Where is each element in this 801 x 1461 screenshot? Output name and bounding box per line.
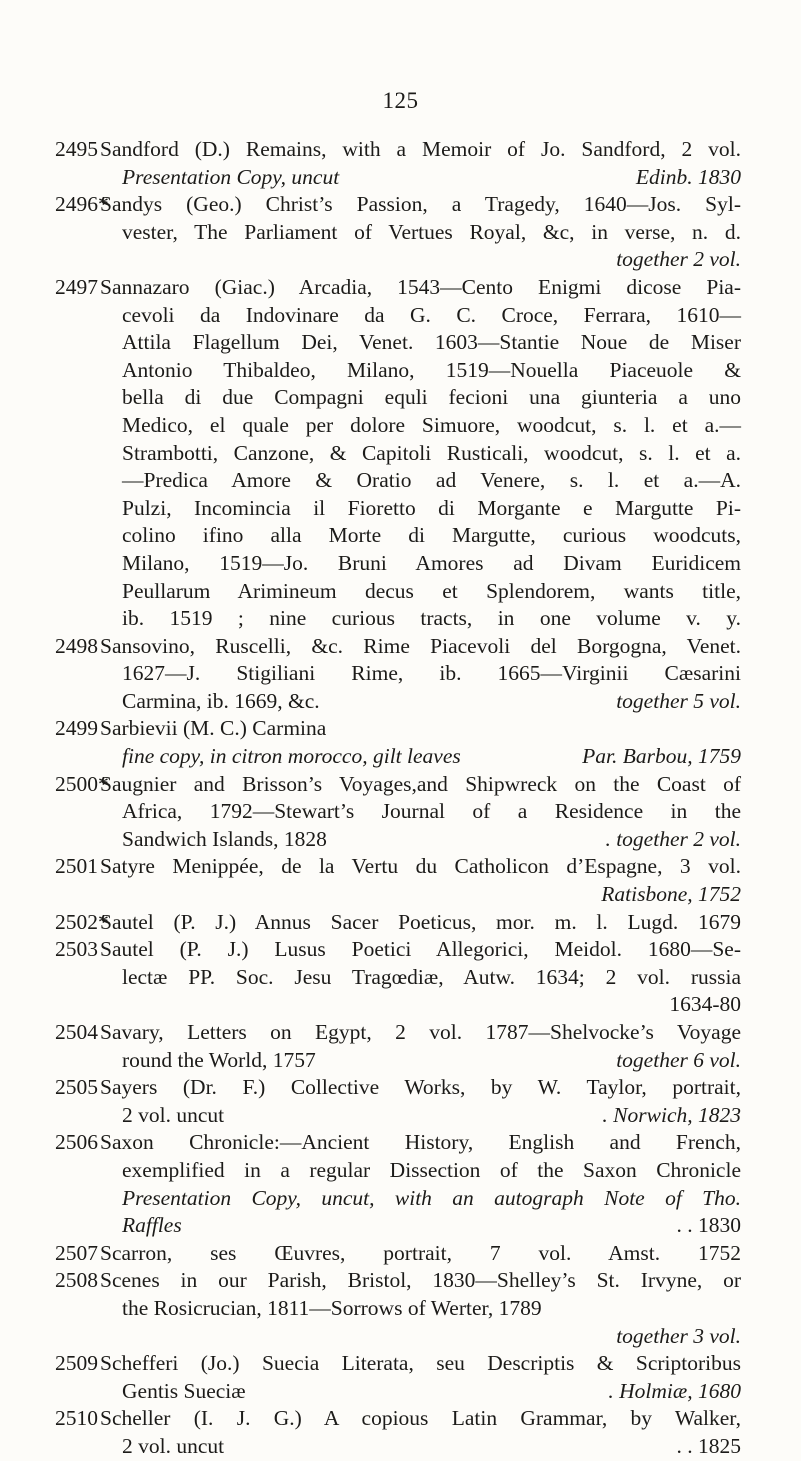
catalog-entry-2499 (0, 715, 801, 770)
entry-note: Presentation Copy, uncut, with an autograph Note of Tho. (122, 1185, 741, 1210)
entry-imprint: Ratisbone, 1752 (601, 882, 741, 907)
catalog-entry-2503 (0, 936, 801, 1019)
catalog-entry-2498 (0, 633, 801, 716)
entry-text: 2 vol. uncut (122, 1433, 225, 1458)
lot-number: 2503 (55, 937, 98, 962)
entry-text: Sandwich Islands, 1828 (122, 826, 327, 851)
entry-text: Antonio Thibaldeo, Milano, 1519—Nouella Piaceuole & (122, 357, 741, 382)
lot-number: 2498 (55, 633, 98, 658)
entry-note: Presentation Copy, uncut (122, 164, 340, 189)
lot-number: 2501 (55, 854, 98, 879)
entry-note: fine copy, in citron morocco, gilt leaves (122, 744, 461, 769)
entry-text: Saxon Chronicle:—Ancient History, English and French, (100, 1130, 741, 1155)
entry-text: Pulzi, Incomincia il Fioretto di Morgante e Margutte Pi- (122, 495, 741, 520)
entry-volumes: . together 2 vol. (605, 826, 741, 851)
entry-text: 2 vol. uncut (122, 1102, 225, 1127)
entry-text: Peullarum Arimineum decus et Splendorem, wants title, (122, 578, 741, 603)
entry-text: cevoli da Indovinare da G. C. Croce, Ferrara, 1610— (122, 302, 741, 327)
catalog-entry-2502 (0, 909, 801, 937)
entry-year: . . 1830 (676, 1213, 741, 1238)
entry-text: 1627—J. Stigiliani Rime, ib. 1665—Virginii Cæsarini (122, 661, 741, 686)
entry-text: Sayers (Dr. F.) Collective Works, by W. Taylor, portrait, (100, 1075, 741, 1100)
entry-imprint: . Norwich, 1823 (602, 1102, 741, 1127)
lot-number: 2508 (55, 1268, 98, 1293)
catalog-entry-2509 (0, 1350, 801, 1405)
entry-text: Sansovino, Ruscelli, &c. Rime Piacevoli del Borgogna, Venet. (100, 633, 741, 658)
entry-text: Sautel (P. J.) Lusus Poetici Allegorici, Meidol. 1680—Se- (100, 937, 741, 962)
entry-text: vester, The Parliament of Vertues Royal, &c, in verse, n. d. (122, 219, 741, 244)
lot-number: 2504 (55, 1020, 98, 1044)
catalog-entry-2495 (0, 136, 801, 191)
catalog-entry-2508 (0, 1267, 801, 1350)
lot-number: 2506 (55, 1130, 98, 1155)
entry-text: Milano, 1519—Jo. Bruni Amores ad Divam Euridicem (122, 550, 741, 575)
lot-number: 2495 (55, 137, 98, 161)
catalog-entry-2496 (0, 191, 801, 274)
entry-text: Carmina, ib. 1669, &c. (122, 688, 320, 713)
catalog-entry-2501 (0, 853, 801, 908)
catalog-entry-2500 (0, 771, 801, 854)
entry-text: Africa, 1792—Stewart’s Journal of a Residence in the (122, 799, 741, 824)
catalog-entry-2507 (0, 1240, 801, 1268)
entry-text: exemplified in a regular Dissection of the Saxon Chronicle (122, 1157, 741, 1182)
entry-text: colino ifino alla Morte di Margutte, curious woodcuts, (122, 523, 741, 548)
entry-year: . . 1825 (676, 1433, 741, 1458)
entry-text: bella di due Compagni equli fecioni una giunteria a uno (122, 385, 741, 410)
entry-text: Scenes in our Parish, Bristol, 1830—Shelley’s St. Irvyne, or (100, 1268, 741, 1293)
entry-text: Schefferi (Jo.) Suecia Literata, seu Descriptis & Scriptoribus (100, 1351, 741, 1376)
page-number: 125 (382, 88, 419, 113)
entry-volumes: together 5 vol. (616, 688, 741, 713)
entry-text: ib. 1519 ; nine curious tracts, in one volume v. y. (122, 606, 741, 631)
entry-text: the Rosicrucian, 1811—Sorrows of Werter, 1789 (122, 1295, 542, 1320)
lot-number: 2505 (55, 1075, 98, 1100)
catalog-entry-2504 (0, 1019, 801, 1074)
entry-volumes: together 2 vol. (616, 247, 741, 272)
entry-text: round the World, 1757 (122, 1047, 316, 1072)
lot-number: 2497 (55, 274, 98, 299)
lot-number: 2509 (55, 1351, 98, 1376)
entry-text: Scheller (I. J. G.) A copious Latin Grammar, by Walker, (100, 1406, 741, 1431)
entry-text: Satyre Menippée, de la Vertu du Catholicon d’Espagne, 3 vol. (100, 854, 741, 879)
entry-dates: 1634-80 (669, 992, 741, 1017)
entry-note: Raffles (122, 1213, 182, 1238)
entry-text: Sannazaro (Giac.) Arcadia, 1543—Cento Enigmi dicose Pia- (100, 274, 741, 299)
entry-text: Sandys (Geo.) Christ’s Passion, a Tragedy, 1640—Jos. Syl- (100, 192, 741, 217)
entry-imprint: Par. Barbou, 1759 (582, 744, 741, 769)
lot-number: 2499 (55, 716, 98, 741)
entry-text: Attila Flagellum Dei, Venet. 1603—Stantie Noue de Miser (122, 330, 741, 355)
lot-number: 2500* (55, 771, 109, 796)
entry-text: Sandford (D.) Remains, with a Memoir of Jo. Sandford, 2 vol. (100, 137, 741, 161)
catalog-entry-2505 (0, 1074, 801, 1129)
catalog-entry-2510 (0, 1405, 801, 1460)
lot-number: 2496* (55, 192, 109, 217)
catalog-entry-2506 (0, 1129, 801, 1239)
entry-text: Strambotti, Canzone, & Capitoli Rusticali, woodcut, s. l. et a. (122, 440, 741, 465)
entry-text: Saugnier and Brisson’s Voyages,and Shipwreck on the Coast of (100, 771, 741, 796)
entry-text: Sautel (P. J.) Annus Sacer Poeticus, mor. m. l. Lugd. 1679 (100, 909, 741, 934)
entry-text: Medico, el quale per dolore Simuore, woodcut, s. l. et a.— (122, 412, 741, 437)
entry-volumes: together 6 vol. (616, 1047, 741, 1072)
catalog-entry-2497 (0, 274, 801, 633)
entry-text: —Predica Amore & Oratio ad Venere, s. l. et a.—A. (122, 468, 741, 493)
entry-text: Gentis Sueciæ (122, 1378, 246, 1403)
lot-number: 2502* (55, 909, 109, 934)
entry-text: Savary, Letters on Egypt, 2 vol. 1787—Shelvocke’s Voyage (100, 1020, 741, 1044)
lot-number: 2507 (55, 1240, 98, 1265)
entry-text: Sarbievii (M. C.) Carmina (100, 716, 327, 741)
entry-volumes: together 3 vol. (616, 1323, 741, 1348)
entry-text: Scarron, ses Œuvres, portrait, 7 vol. Amst. 1752 (100, 1240, 741, 1265)
entry-text: lectæ PP. Soc. Jesu Tragœdiæ, Autw. 1634; 2 vol. russia (122, 964, 741, 989)
catalog-entries (0, 136, 801, 1461)
lot-number: 2510 (55, 1406, 98, 1431)
entry-imprint: . Holmiæ, 1680 (608, 1378, 741, 1403)
entry-imprint: Edinb. 1830 (635, 164, 741, 189)
